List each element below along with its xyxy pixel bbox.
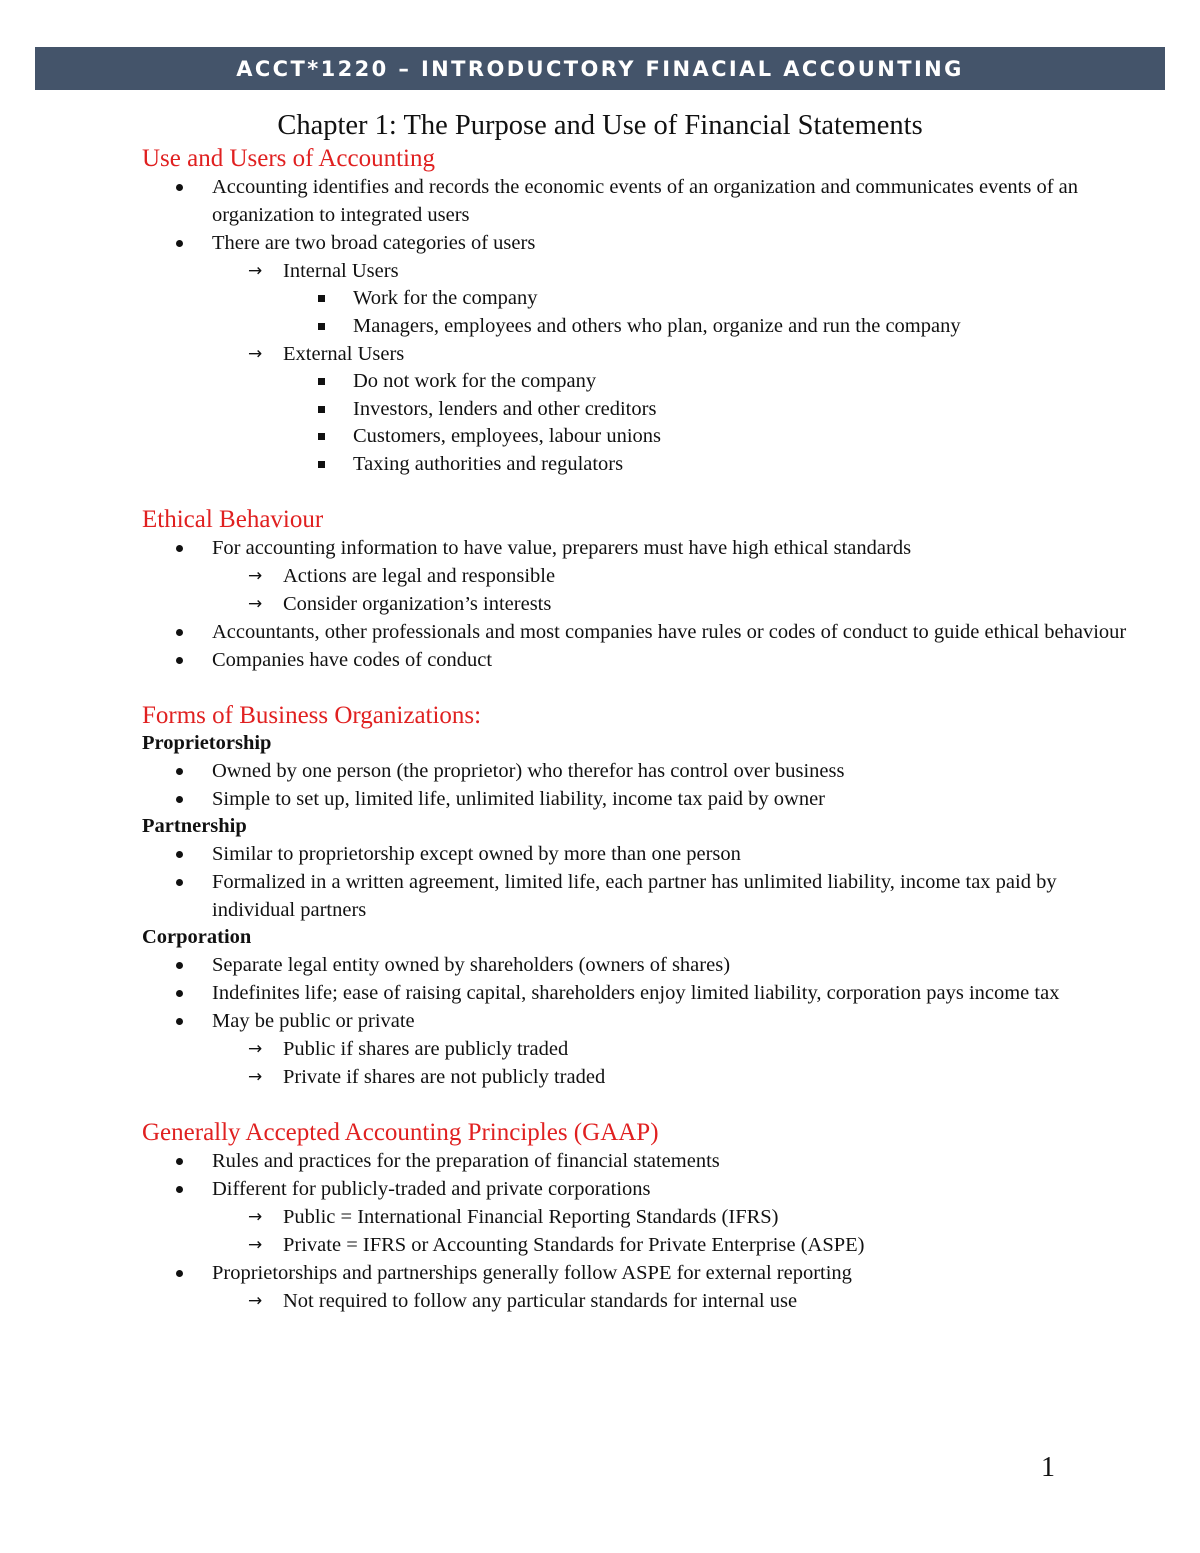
bullet-dot-icon <box>176 240 183 247</box>
square-bullet-icon <box>318 461 325 468</box>
list-item: Companies have codes of conduct <box>142 646 1142 674</box>
list-item: Work for the company <box>142 285 1142 313</box>
course-banner <box>35 47 1165 90</box>
section-heading-ethics: Ethical Behaviour <box>142 506 324 533</box>
list-item: Proprietorships and partnerships generally follow ASPE for external reporting <box>142 1259 1142 1287</box>
list-item: → Not required to follow any particular standards for internal use <box>142 1287 1142 1315</box>
list-item: Managers, employees and others who plan, organize and run the company <box>142 313 1142 341</box>
list-item: Taxing authorities and regulators <box>142 451 1142 479</box>
arrow-icon: → <box>248 1235 263 1255</box>
list-item: Investors, lenders and other creditors <box>142 396 1142 424</box>
list-item: → Internal Users <box>142 257 1142 285</box>
bullet-dot-icon <box>176 962 183 969</box>
proprietorship-list <box>142 757 1142 813</box>
list-item: Different for publicly-traded and private corporations <box>142 1175 1142 1203</box>
list-item: → Private = IFRS or Accounting Standards for Private Enterprise (ASPE) <box>142 1231 1142 1259</box>
ethics-list <box>142 534 1142 674</box>
list-item: For accounting information to have value, preparers must have high ethical standards <box>142 534 1142 562</box>
arrow-icon: → <box>248 566 263 586</box>
arrow-icon: → <box>248 344 263 364</box>
bullet-dot-icon <box>176 1186 183 1193</box>
list-item: Simple to set up, limited life, unlimited liability, income tax paid by owner <box>142 785 1142 813</box>
arrow-icon: → <box>248 261 263 281</box>
spacer <box>142 1091 1142 1118</box>
arrow-icon: → <box>248 1067 263 1087</box>
section-heading-forms: Forms of Business Organizations: <box>142 702 482 729</box>
bullet-dot-icon <box>176 545 183 552</box>
list-item: → Actions are legal and responsible <box>142 562 1142 590</box>
list-item: Indefinites life; ease of raising capital, shareholders enjoy limited liability, corporation pays income tax <box>142 979 1142 1007</box>
spacer <box>142 674 1142 701</box>
subheading-corporation: Corporation <box>142 926 252 948</box>
list-item: → Private if shares are not publicly traded <box>142 1063 1142 1091</box>
bullet-dot-icon <box>176 1158 183 1165</box>
bullet-dot-icon <box>176 879 183 886</box>
subheading-partnership: Partnership <box>142 815 247 837</box>
bullet-dot-icon <box>176 1270 183 1277</box>
chapter-title: Chapter 1: The Purpose and Use of Financial Statements <box>277 110 923 141</box>
list-item: Separate legal entity owned by shareholders (owners of shares) <box>142 951 1142 979</box>
bullet-dot-icon <box>176 796 183 803</box>
users-list <box>142 173 1142 478</box>
list-item: Formalized in a written agreement, limited life, each partner has unlimited liability, income tax paid by individual partners <box>142 868 1142 924</box>
gaap-list <box>142 1147 1142 1315</box>
list-item: Similar to proprietorship except owned by more than one person <box>142 840 1142 868</box>
subheading-proprietorship: Proprietorship <box>142 732 272 754</box>
list-item: May be public or private <box>142 1007 1142 1035</box>
square-bullet-icon <box>318 295 325 302</box>
list-item: → Consider organization’s interests <box>142 590 1142 618</box>
list-item: Accounting identifies and records the economic events of an organization and communicates events of an organization to integrated users <box>142 173 1142 229</box>
list-item: Customers, employees, labour unions <box>142 423 1142 451</box>
bullet-dot-icon <box>176 990 183 997</box>
section-heading-users: Use and Users of Accounting <box>142 145 435 172</box>
bullet-dot-icon <box>176 851 183 858</box>
bullet-dot-icon <box>176 657 183 664</box>
square-bullet-icon <box>318 406 325 413</box>
document-body <box>142 144 1142 1315</box>
square-bullet-icon <box>318 378 325 385</box>
bullet-dot-icon <box>176 629 183 636</box>
bullet-dot-icon <box>176 1018 183 1025</box>
list-item: → External Users <box>142 340 1142 368</box>
course-title: ACCT*1220 – INTRODUCTORY FINACIAL ACCOUNTING <box>236 56 964 81</box>
list-item: → Public if shares are publicly traded <box>142 1035 1142 1063</box>
list-item: Accountants, other professionals and most companies have rules or codes of conduct to guide ethical behaviour <box>142 618 1142 646</box>
arrow-icon: → <box>248 1039 263 1059</box>
bullet-dot-icon <box>176 768 183 775</box>
list-item: Owned by one person (the proprietor) who therefor has control over business <box>142 757 1142 785</box>
bullet-dot-icon <box>176 184 183 191</box>
list-item: Do not work for the company <box>142 368 1142 396</box>
square-bullet-icon <box>318 323 325 330</box>
page-number: 1 <box>1041 1452 1055 1483</box>
list-item: → Public = International Financial Reporting Standards (IFRS) <box>142 1203 1142 1231</box>
arrow-icon: → <box>248 594 263 614</box>
list-item: Rules and practices for the preparation of financial statements <box>142 1147 1142 1175</box>
square-bullet-icon <box>318 433 325 440</box>
arrow-icon: → <box>248 1291 263 1311</box>
section-heading-gaap: Generally Accepted Accounting Principles (GAAP) <box>142 1119 659 1146</box>
list-item: There are two broad categories of users <box>142 229 1142 257</box>
corporation-list <box>142 951 1142 1091</box>
spacer <box>142 478 1142 505</box>
arrow-icon: → <box>248 1207 263 1227</box>
partnership-list <box>142 840 1142 924</box>
